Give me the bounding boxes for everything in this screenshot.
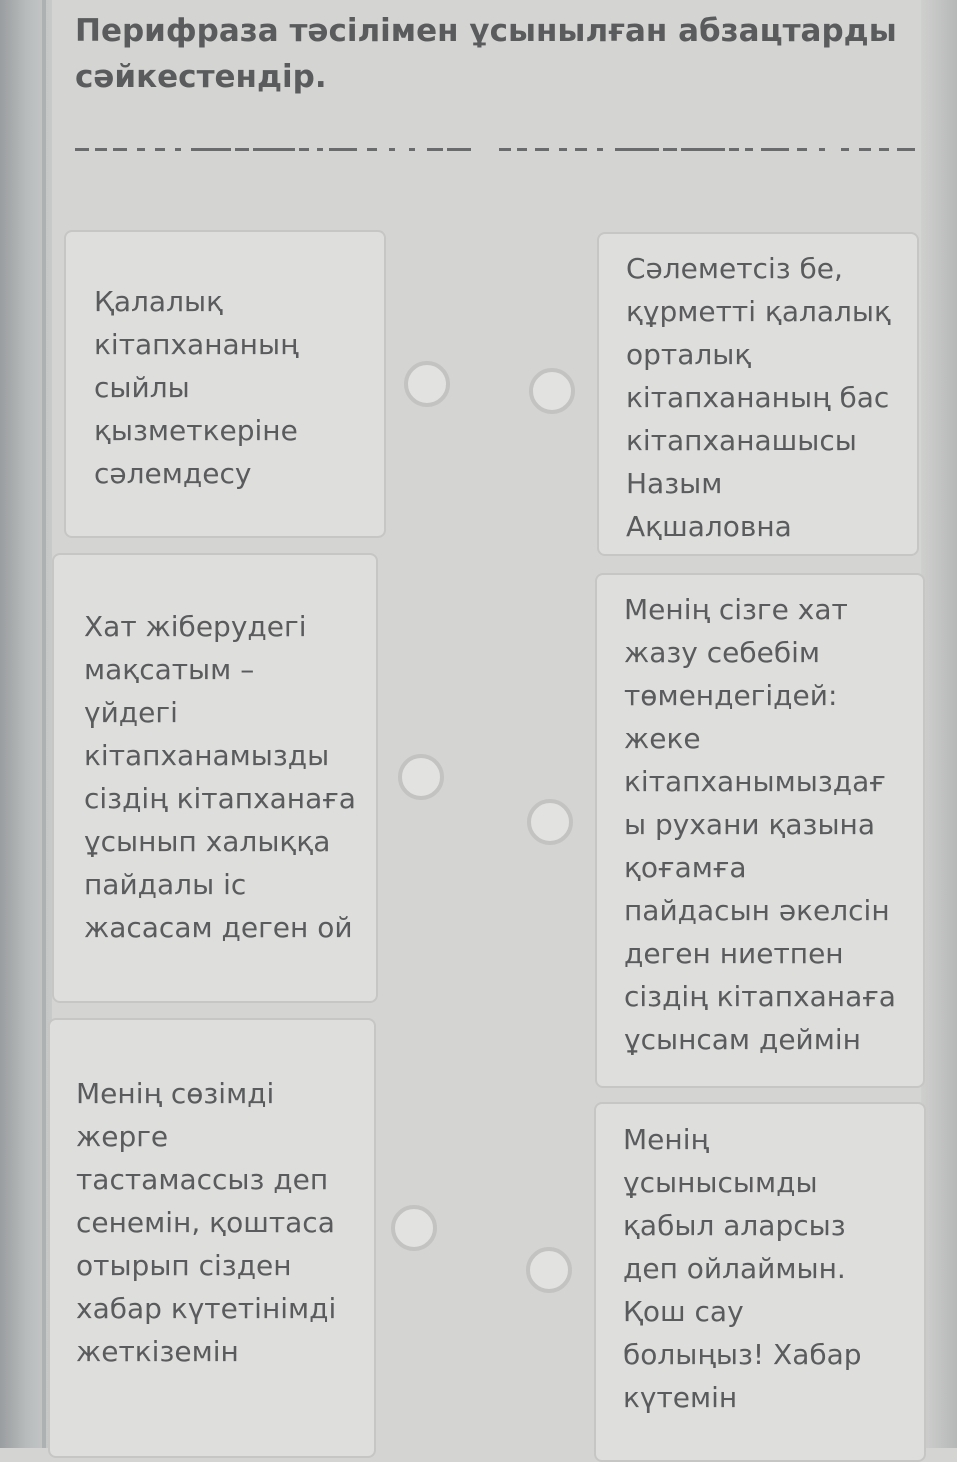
divider — [75, 148, 915, 160]
right-connector-1[interactable] — [529, 368, 575, 414]
left-connector-3[interactable] — [391, 1205, 437, 1251]
left-item-2[interactable] — [52, 553, 378, 1003]
right-item-2[interactable] — [595, 573, 925, 1088]
right-item-3[interactable] — [594, 1102, 926, 1462]
left-item-1[interactable] — [64, 230, 386, 538]
right-edge — [921, 0, 957, 1448]
right-connector-2[interactable] — [527, 799, 573, 845]
right-item-text: Менің сізге хат жазу себебім төмендегідей: жеке кітапханымыздағ ы рухани қазына қоғамға пайдасын әкелсін деген ниетпен сіздің кітапханаға ұсынсам деймін — [624, 593, 896, 1056]
left-connector-2[interactable] — [398, 754, 444, 800]
left-edge — [0, 0, 52, 1448]
left-item-3[interactable] — [48, 1018, 376, 1458]
right-connector-3[interactable] — [526, 1247, 572, 1293]
left-item-text: Қалалық кітапхананың сыйлы қызметкеріне сәлемдесу — [94, 285, 299, 490]
right-item-text: Сәлеметсіз бе, құрметті қалалық орталық кітапхананың бас кітапханашысы Назым Ақшаловна — [626, 252, 891, 543]
left-connector-1[interactable] — [404, 361, 450, 407]
right-item-1[interactable] — [597, 232, 919, 556]
left-item-text: Менің сөзімді жерге тастамассыз деп сенемін, қоштаса отырып сізден хабар күтетінімді жеткіземін — [76, 1077, 337, 1368]
left-item-text: Хат жіберудегі мақсатым – үйдегі кітапханамызды сіздің кітапханаға ұсынып халыққа пайдалы іс жасасам деген ой — [84, 610, 356, 944]
task-title: Перифраза тәсілімен ұсынылған абзацтарды сәйкестендір. — [75, 13, 897, 95]
right-item-text: Менің ұсынысымды қабыл аларсыз деп ойлаймын. Қош сау болыңыз! Хабар күтемін — [623, 1123, 862, 1414]
